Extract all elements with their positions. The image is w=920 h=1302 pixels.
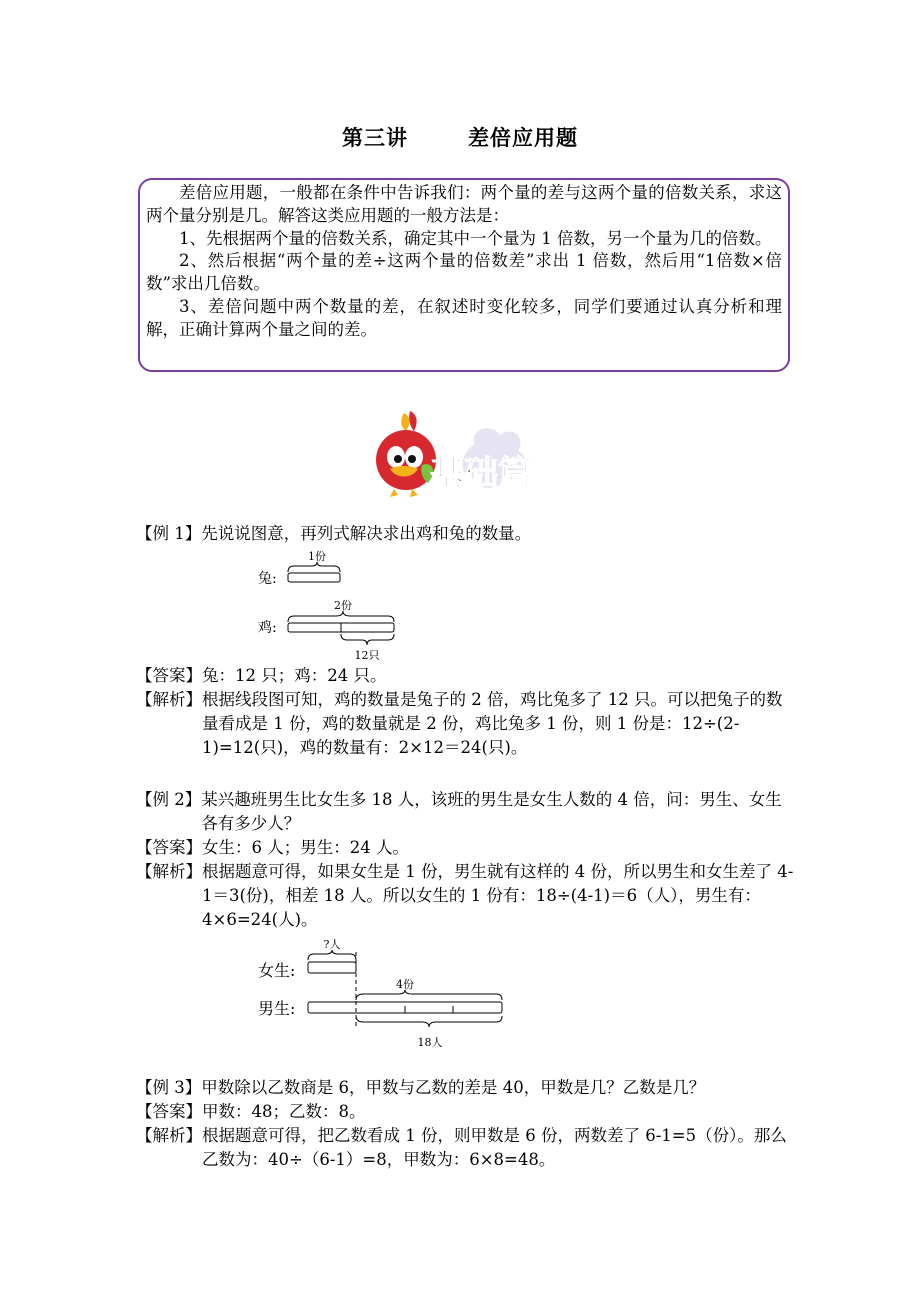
banner-text: 基础篇 — [430, 454, 532, 494]
boy-brace-label: 4份 — [396, 978, 414, 991]
boy-label: 男生: — [258, 999, 296, 1018]
chicken-brace-label: 2份 — [334, 599, 352, 612]
example-2 — [136, 788, 796, 932]
example-tag: 【例 3】 — [136, 1078, 202, 1097]
difference-label: 18人 — [417, 1036, 443, 1049]
analysis-text: 根据线段图可知，鸡的数量是兔子的 2 倍，鸡比兔多了 12 只。可以把兔子的数量看成是 1 份，鸡的数量就是 2 份，鸡比兔多 1 份，则 1 份是：12÷(2-1)=12(只)，鸡的数量有：2×12＝24(只)。 — [202, 690, 783, 757]
intro-paragraph: 2、然后根据“两个量的差÷这两个量的倍数差”求出 1 倍数，然后用“1倍数×倍数”求出几倍数。 — [146, 251, 782, 294]
example-1-solution — [136, 664, 796, 760]
example-tag: 【例 1】 — [136, 524, 202, 543]
analysis-tag: 【解析】 — [136, 1126, 202, 1145]
example-question: 先说说图意，再列式解决求出鸡和兔的数量。 — [201, 524, 532, 543]
girl-label: 女生: — [258, 961, 296, 980]
answer-tag: 【答案】 — [136, 666, 202, 685]
example-question: 甲数除以乙数商是 6，甲数与乙数的差是 40，甲数是几？乙数是几？ — [201, 1078, 706, 1097]
difference-brace — [356, 1016, 502, 1027]
answer-text: 甲数：48；乙数：8。 — [202, 1102, 366, 1121]
girl-brace-label: ?人 — [323, 938, 341, 951]
answer-text: 兔：12 只；鸡：24 只。 — [202, 666, 387, 685]
difference-brace — [341, 634, 394, 645]
intro-paragraph: 1、先根据两个量的倍数关系，确定其中一个量为 1 倍数，另一个量为几的倍数。 — [179, 228, 772, 248]
intro-paragraph: 差倍应用题，一般都在条件中告诉我们：两个量的差与这两个量的倍数关系，求这两个量分别是几。解答这类应用题的一般方法是： — [146, 183, 782, 225]
girl-brace — [308, 950, 356, 960]
line-diagram-boys-girls — [250, 932, 520, 1054]
line-diagram-chicken-rabbit — [250, 548, 410, 668]
rabbit-segment — [288, 573, 340, 582]
boy-brace — [356, 990, 502, 1000]
page-title — [0, 122, 920, 152]
analysis-text: 根据题意可得，如果女生是 1 份，男生就有这样的 4 份，所以男生和女生差了 4-1＝3(份)，相差 18 人。所以女生的 1 份有：18÷(4-1)＝6（人），男生有：4×6=24(人)。 — [202, 862, 794, 929]
rabbit-label: 兔: — [258, 571, 277, 587]
chicken-brace — [288, 611, 394, 622]
girl-segment — [308, 962, 356, 973]
example-tag: 【例 2】 — [136, 790, 202, 809]
chicken-label: 鸡: — [258, 620, 277, 636]
example-3 — [136, 1076, 796, 1172]
lecture-topic: 差倍应用题 — [468, 126, 578, 150]
section-banner — [366, 405, 566, 505]
difference-label: 12只 — [354, 649, 380, 662]
analysis-text: 根据题意可得，把乙数看成 1 份，则甲数是 6 份，两数差了 6-1=5（份）。那么乙数为：40÷（6-1）=8，甲数为：6×8=48。 — [202, 1126, 787, 1169]
answer-tag: 【答案】 — [136, 1102, 202, 1121]
example-question: 某兴趣班男生比女生多 18 人，该班的男生是女生人数的 4 倍，问：男生、女生各有多少人？ — [201, 790, 782, 833]
analysis-tag: 【解析】 — [136, 690, 202, 709]
answer-tag: 【答案】 — [136, 838, 202, 857]
example-1 — [136, 522, 796, 546]
rabbit-brace-label: 1份 — [308, 550, 326, 563]
intro-paragraph: 3、差倍问题中两个数量的差，在叙述时变化较多，同学们要通过认真分析和理解，正确计算两个量之间的差。 — [146, 296, 782, 339]
rabbit-brace — [288, 562, 340, 572]
intro-box — [138, 178, 790, 372]
lecture-number: 第三讲 — [342, 126, 408, 150]
answer-text: 女生：6 人；男生：24 人。 — [202, 838, 409, 857]
analysis-tag: 【解析】 — [136, 862, 202, 881]
bird-icon — [376, 411, 436, 497]
